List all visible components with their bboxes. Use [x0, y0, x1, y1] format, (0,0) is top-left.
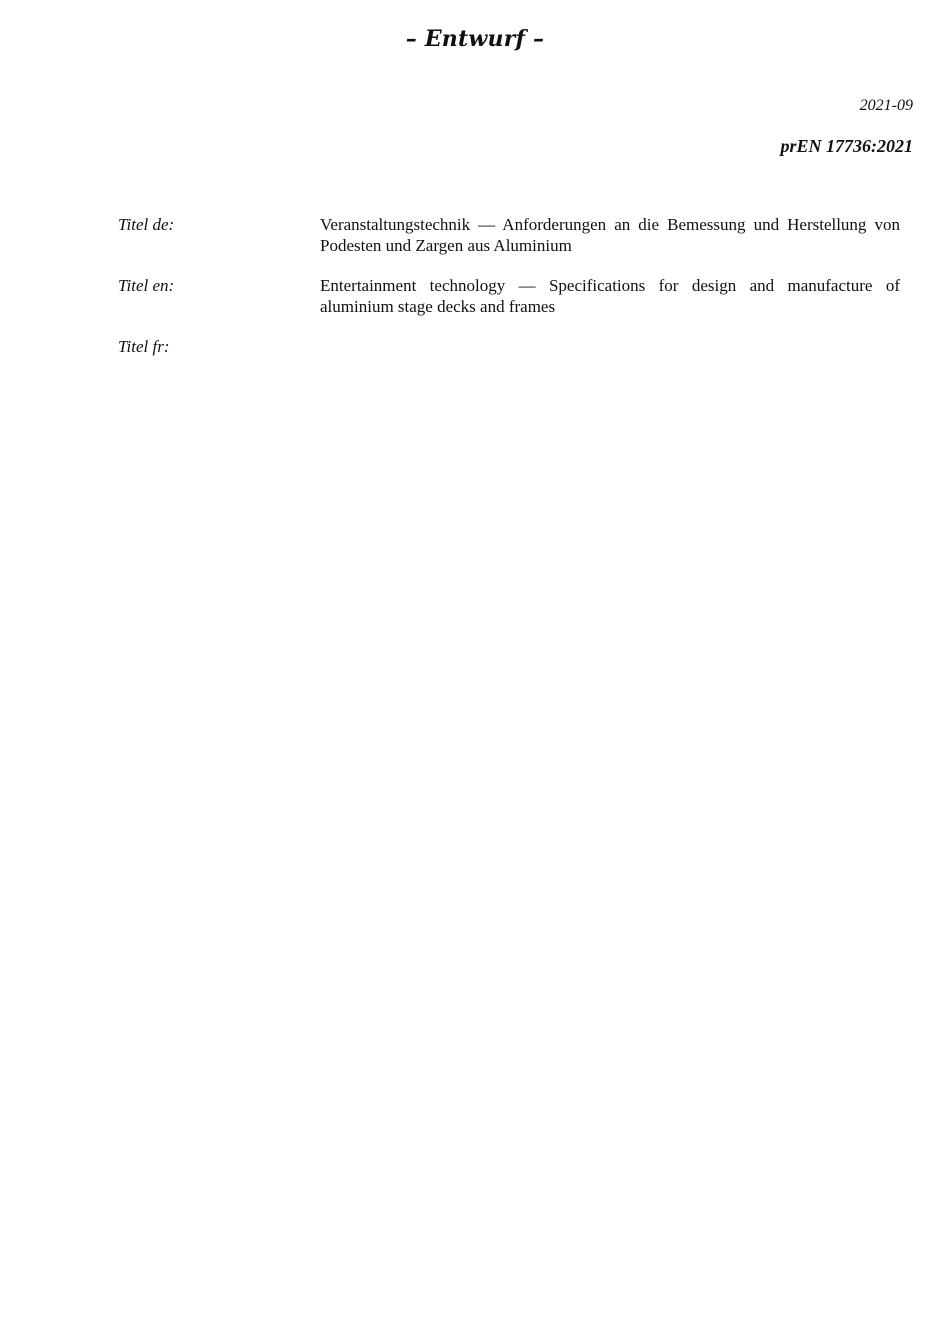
title-row-fr: [118, 336, 900, 357]
title-label-en: Titel en:: [118, 276, 175, 295]
title-text-de: Veranstaltungstechnik — Anforderungen an die Bemessung und Herstellung von Podesten und Zargen aus Aluminium: [320, 215, 900, 255]
title-text-en: Entertainment technology — Specifications for design and manufacture of aluminium stage decks and frames: [320, 276, 900, 316]
draft-heading: – Entwurf –: [405, 26, 545, 52]
title-row-de: [118, 214, 900, 256]
title-row-en: [118, 275, 900, 317]
title-text-fr: [320, 336, 900, 357]
title-label-de: Titel de:: [118, 215, 175, 234]
document-number: prEN 17736:2021: [780, 136, 913, 156]
title-label-fr: Titel fr:: [118, 337, 170, 356]
document-date: 2021-09: [859, 97, 913, 114]
titles-section: [118, 214, 900, 376]
